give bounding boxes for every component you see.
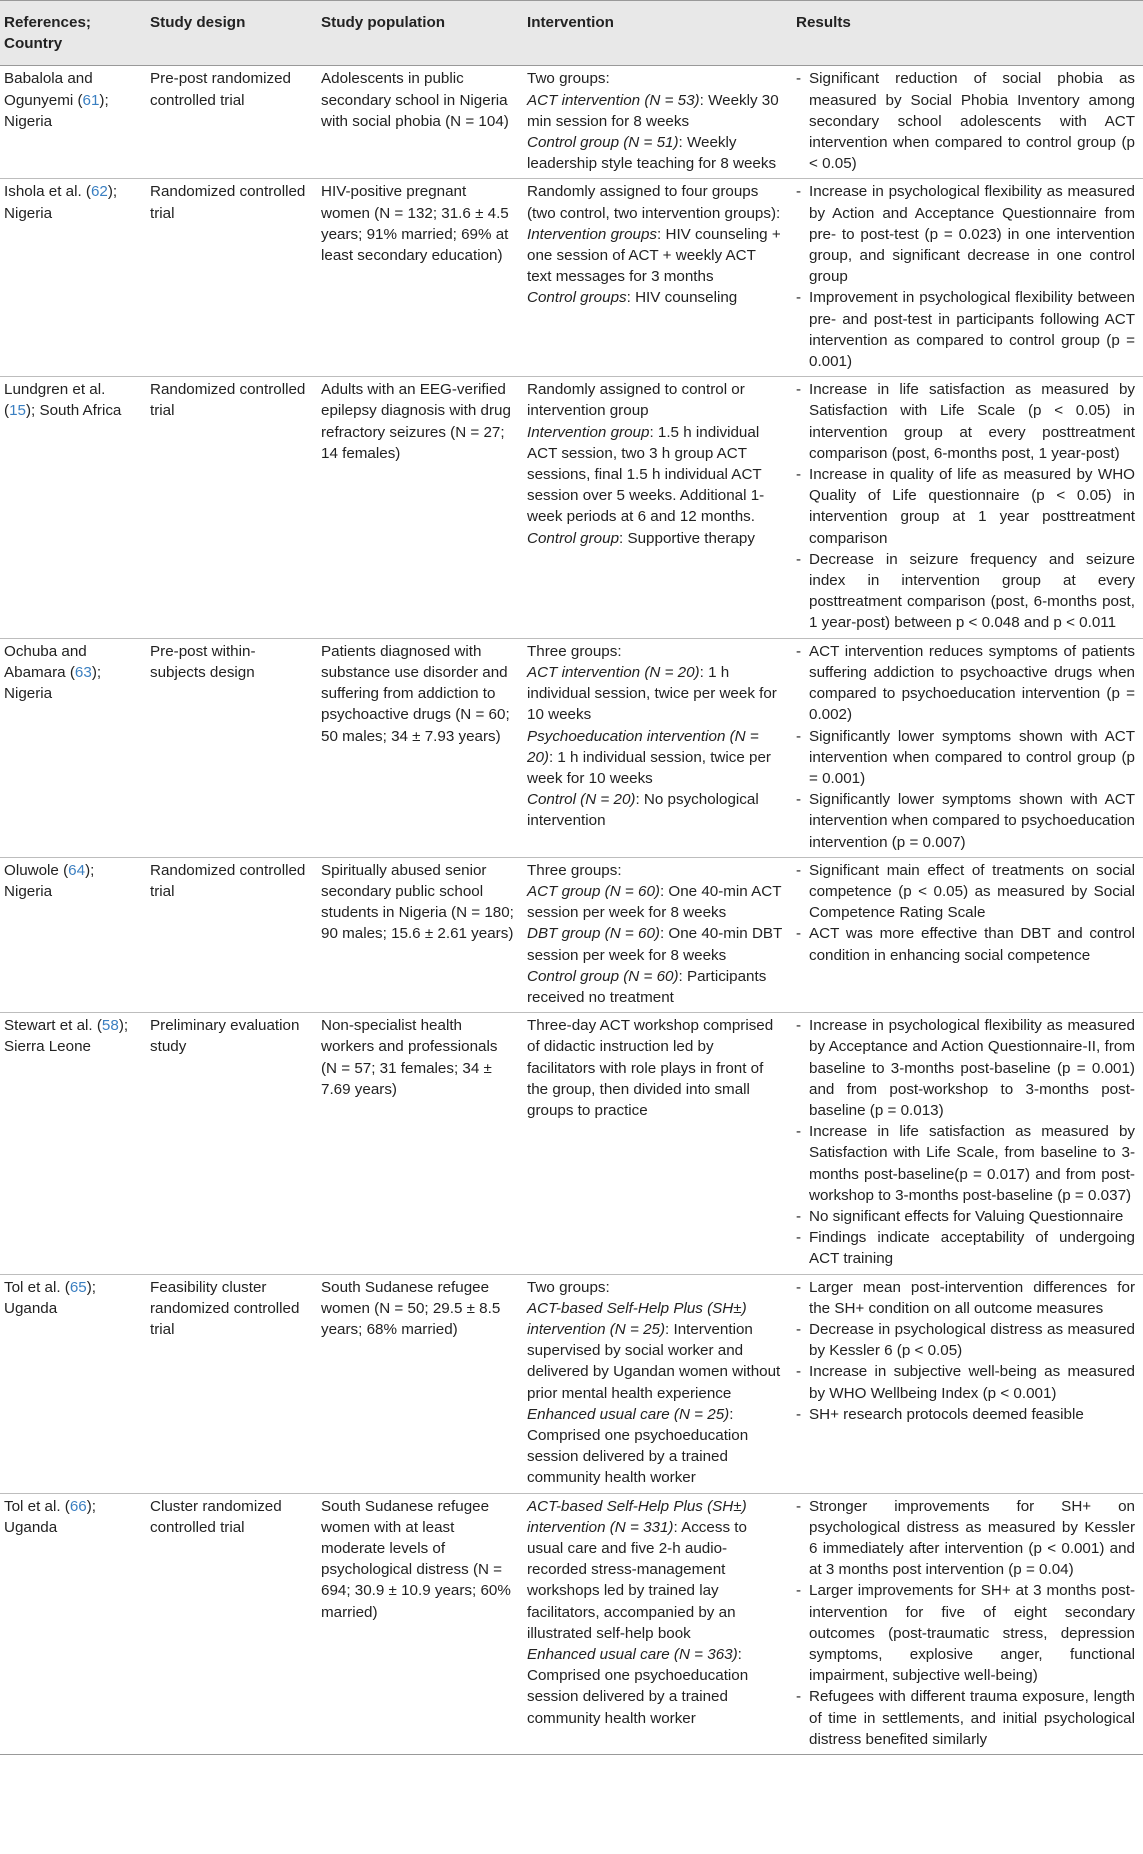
intervention-text: : No psychological intervention bbox=[527, 791, 759, 830]
reference-author: Stewart et al. ( bbox=[4, 1017, 102, 1035]
table-row bbox=[0, 66, 1143, 179]
intervention-group-label: Control (N = 20) bbox=[527, 791, 636, 809]
intervention-group-label: Psychoeducation intervention (N = 20) bbox=[527, 727, 759, 766]
intervention-line bbox=[527, 181, 784, 223]
intervention-line bbox=[527, 224, 784, 288]
intervention-text: : Weekly leadership style teaching for 8 weeks bbox=[527, 134, 777, 173]
intervention-line bbox=[527, 1496, 784, 1644]
table-row bbox=[0, 1493, 1143, 1754]
intervention-line bbox=[527, 860, 784, 881]
result-item: - Increase in quality of life as measured by WHO Quality of Life questionnaire (p < 0.05) in intervention group at 1 year posttreatment comparison bbox=[796, 464, 1135, 549]
cell-results bbox=[792, 638, 1143, 857]
intervention-text: : HIV counseling bbox=[626, 289, 738, 307]
reference-author: Tol et al. ( bbox=[4, 1278, 70, 1296]
result-item: - Refugees with different trauma exposure, length of time in settlements, and initial psychological distress benefited similarly bbox=[796, 1686, 1135, 1750]
results-list bbox=[796, 1496, 1135, 1750]
intervention-group-label: Intervention group bbox=[527, 423, 650, 441]
intervention-group-label: ACT intervention (N = 20) bbox=[527, 663, 700, 681]
intervention-text: : Intervention supervised by social worker and delivered by Ugandan women without prior mental health experience bbox=[527, 1320, 781, 1402]
intervention-text: Randomly assigned to four groups (two control, two intervention groups): bbox=[527, 183, 781, 222]
cell-intervention bbox=[523, 1493, 792, 1754]
results-list bbox=[796, 1015, 1135, 1269]
cell-study-population: South Sudanese refugee women (N = 50; 29.5 ± 8.5 years; 68% married) bbox=[317, 1274, 523, 1493]
intervention-line bbox=[527, 1298, 784, 1404]
cell-study-population: South Sudanese refugee women with at least moderate levels of psychological distress (N = 694; 30.9 ± 10.9 years; 60% married) bbox=[317, 1493, 523, 1754]
intervention-text: : Supportive therapy bbox=[619, 529, 755, 547]
intervention-group-label: Control group (N = 51) bbox=[527, 134, 679, 152]
result-item: - Larger improvements for SH+ at 3 months post-intervention for five of eight secondary outcomes (post-traumatic stress, depression symptoms, explosive anger, functional impairment, subjective well-being) bbox=[796, 1580, 1135, 1686]
intervention-line bbox=[527, 422, 784, 528]
cell-intervention bbox=[523, 1013, 792, 1274]
result-item: - Larger mean post-intervention differences for the SH+ condition on all outcome measures bbox=[796, 1277, 1135, 1319]
cell-results bbox=[792, 66, 1143, 179]
intervention-text: Three groups: bbox=[527, 861, 622, 879]
intervention-line bbox=[527, 1277, 784, 1298]
intervention-line bbox=[527, 923, 784, 965]
result-item: - Increase in life satisfaction as measured by Satisfaction with Life Scale, from baseline to 3-months post-baseline(p = 0.017) and from post-workshop to 3-months post-baseline (p = 0.037) bbox=[796, 1121, 1135, 1206]
cell-results bbox=[792, 179, 1143, 377]
intervention-text: Two groups: bbox=[527, 1278, 610, 1296]
reference-author: Babalola and Ogunyemi ( bbox=[4, 70, 93, 109]
cell-reference bbox=[0, 179, 146, 377]
reference-country: ); Nigeria bbox=[4, 861, 95, 900]
cell-study-design: Randomized controlled trial bbox=[146, 179, 317, 377]
cell-reference bbox=[0, 66, 146, 179]
result-item: - Stronger improvements for SH+ on psychological distress as measured by Kessler 6 immediately after intervention (p < 0.001) and at 3 months post intervention (p = 0.04) bbox=[796, 1496, 1135, 1581]
intervention-line bbox=[527, 379, 784, 421]
cell-results bbox=[792, 1274, 1143, 1493]
intervention-line bbox=[527, 68, 784, 89]
reference-number-link[interactable]: 63 bbox=[74, 663, 92, 681]
cell-study-design: Randomized controlled trial bbox=[146, 857, 317, 1012]
result-item: - Decrease in seizure frequency and seizure index in intervention group at every posttreatment comparison (post, 6-months post, 1 year-post) between p < 0.048 and p < 0.011 bbox=[796, 549, 1135, 634]
intervention-line bbox=[527, 881, 784, 923]
cell-intervention bbox=[523, 638, 792, 857]
intervention-text: : HIV counseling + one session of ACT + weekly ACT text messages for 3 months bbox=[527, 225, 781, 286]
results-list bbox=[796, 181, 1135, 372]
result-item: - Improvement in psychological flexibility between pre- and post-test in participants following ACT intervention as compared to control group (p = 0.001) bbox=[796, 287, 1135, 372]
cell-study-population: HIV-positive pregnant women (N = 132; 31.6 ± 4.5 years; 91% married; 69% at least secondary education) bbox=[317, 179, 523, 377]
result-item: - Decrease in psychological distress as measured by Kessler 6 (p < 0.05) bbox=[796, 1319, 1135, 1361]
intervention-group-label: Enhanced usual care (N = 363) bbox=[527, 1646, 738, 1664]
results-list bbox=[796, 1277, 1135, 1425]
header-references: References; Country bbox=[0, 1, 146, 66]
intervention-group-label: ACT group (N = 60) bbox=[527, 882, 660, 900]
intervention-line bbox=[527, 641, 784, 662]
result-item: - Increase in life satisfaction as measured by Satisfaction with Life Scale (p < 0.05) in intervention group at every posttreatment comparison (post, 6-months post, 1 year-post) bbox=[796, 379, 1135, 464]
intervention-line bbox=[527, 1015, 784, 1121]
cell-intervention bbox=[523, 377, 792, 638]
reference-author: Oluwole ( bbox=[4, 861, 69, 879]
cell-reference bbox=[0, 1013, 146, 1274]
intervention-text: : Comprised one psychoeducation session delivered by a trained community health worker bbox=[527, 1646, 749, 1727]
header-row bbox=[0, 1, 1143, 66]
cell-intervention bbox=[523, 1274, 792, 1493]
cell-study-design: Pre-post within-subjects design bbox=[146, 638, 317, 857]
intervention-text: Two groups: bbox=[527, 70, 610, 88]
result-item: - Significant reduction of social phobia as measured by Social Phobia Inventory among secondary school adolescents with ACT intervention when compared to control group (p < 0.05) bbox=[796, 68, 1135, 174]
cell-results bbox=[792, 1013, 1143, 1274]
cell-reference bbox=[0, 377, 146, 638]
result-item: - ACT was more effective than DBT and control condition in enhancing social competence bbox=[796, 923, 1135, 965]
cell-study-population: Patients diagnosed with substance use disorder and suffering from addiction to psychoactive drugs (N = 60; 50 males; 34 ± 7.93 years) bbox=[317, 638, 523, 857]
reference-number-link[interactable]: 15 bbox=[9, 402, 26, 420]
intervention-group-label: DBT group (N = 60) bbox=[527, 925, 660, 943]
intervention-text: : Weekly 30 min session for 8 weeks bbox=[527, 91, 779, 130]
intervention-group-label: Control group (N = 60) bbox=[527, 967, 679, 985]
cell-study-design: Randomized controlled trial bbox=[146, 377, 317, 638]
cell-reference bbox=[0, 857, 146, 1012]
reference-author: Lundgren et al. ( bbox=[4, 381, 106, 420]
table-row bbox=[0, 377, 1143, 638]
intervention-group-label: ACT-based Self-Help Plus (SH±) intervention (N = 331) bbox=[527, 1497, 747, 1536]
reference-author: Ishola et al. ( bbox=[4, 183, 91, 201]
intervention-line bbox=[527, 1404, 784, 1489]
intervention-text: : 1 h individual session, twice per week for 10 weeks bbox=[527, 748, 771, 787]
results-list bbox=[796, 860, 1135, 966]
intervention-text: Randomly assigned to control or intervention group bbox=[527, 381, 745, 420]
intervention-group-label: Control group bbox=[527, 529, 620, 547]
reference-country: ); Uganda bbox=[4, 1497, 97, 1536]
results-list bbox=[796, 641, 1135, 853]
intervention-text: : One 40-min DBT session per week for 8 weeks bbox=[527, 925, 783, 964]
result-item: - SH+ research protocols deemed feasible bbox=[796, 1404, 1135, 1425]
reference-number-link[interactable]: 66 bbox=[69, 1497, 87, 1515]
intervention-line bbox=[527, 1644, 784, 1729]
reference-number-link[interactable]: 65 bbox=[69, 1278, 87, 1296]
result-item: - Increase in subjective well-being as measured by WHO Wellbeing Index (p < 0.001) bbox=[796, 1361, 1135, 1403]
intervention-group-label: Enhanced usual care (N = 25) bbox=[527, 1405, 730, 1423]
reference-number-link[interactable]: 64 bbox=[68, 861, 86, 879]
intervention-text: : One 40-min ACT session per week for 8 weeks bbox=[527, 882, 782, 922]
results-list bbox=[796, 379, 1135, 633]
reference-author: Tol et al. ( bbox=[4, 1497, 70, 1515]
intervention-text: : Access to usual care and five 2-h audio-recorded stress-management workshops led by trained lay facilitators, accompanied by an illustrated self-help book bbox=[527, 1518, 747, 1642]
table-row bbox=[0, 1013, 1143, 1274]
cell-study-design: Cluster randomized controlled trial bbox=[146, 1493, 317, 1754]
result-item: - Increase in psychological flexibility as measured by Acceptance and Action Questionnaire-II, from baseline to 3-months post-baseline (p = 0.001) and from post-workshop to 3-months post-baseline (p = 0.013) bbox=[796, 1015, 1135, 1121]
header-study-population: Study population bbox=[317, 1, 523, 66]
cell-study-design: Feasibility cluster randomized controlled trial bbox=[146, 1274, 317, 1493]
table-row bbox=[0, 179, 1143, 377]
reference-country: ); Nigeria bbox=[4, 663, 102, 703]
result-item: - Increase in psychological flexibility as measured by Action and Acceptance Questionnaire from pre- to post-test (p = 0.023) in one intervention group, and significant decrease in one control group bbox=[796, 181, 1135, 287]
result-item: - Significantly lower symptoms shown with ACT intervention when compared to control group (p = 0.001) bbox=[796, 726, 1135, 790]
table-row bbox=[0, 1274, 1143, 1493]
intervention-text: : Comprised one psychoeducation session delivered by a trained community health worker bbox=[527, 1405, 749, 1487]
intervention-text: : Participants received no treatment bbox=[527, 967, 767, 1006]
intervention-group-label: Intervention groups bbox=[527, 225, 658, 243]
reference-country: ); Uganda bbox=[4, 1278, 97, 1317]
cell-study-population: Spiritually abused senior secondary public school students in Nigeria (N = 180; 90 males; 15.6 ± 2.61 years) bbox=[317, 857, 523, 1012]
reference-country: ); Nigeria bbox=[4, 183, 118, 222]
intervention-line bbox=[527, 132, 784, 174]
cell-study-population: Non-specialist health workers and professionals (N = 57; 31 females; 34 ± 7.69 years) bbox=[317, 1013, 523, 1274]
intervention-text: : 1.5 h individual ACT session, two 3 h group ACT sessions, final 1.5 h individual ACT session over 5 weeks. Additional 1-week periods at 6 and 12 months. bbox=[527, 423, 765, 526]
result-item: - Significant main effect of treatments on social competence (p < 0.05) as measured by Social Competence Rating Scale bbox=[796, 860, 1135, 924]
reference-number-link[interactable]: 62 bbox=[90, 183, 108, 201]
table-row bbox=[0, 857, 1143, 1012]
intervention-line bbox=[527, 90, 784, 132]
header-results: Results bbox=[792, 1, 1143, 66]
cell-results bbox=[792, 857, 1143, 1012]
intervention-line bbox=[527, 528, 784, 549]
cell-results bbox=[792, 1493, 1143, 1754]
intervention-line bbox=[527, 966, 784, 1008]
reference-number-link[interactable]: 61 bbox=[82, 91, 100, 109]
intervention-text: Three groups: bbox=[527, 642, 622, 660]
cell-intervention bbox=[523, 179, 792, 377]
cell-reference bbox=[0, 638, 146, 857]
header-intervention: Intervention bbox=[523, 1, 792, 66]
result-item: - No significant effects for Valuing Questionnaire bbox=[796, 1206, 1135, 1227]
cell-reference bbox=[0, 1274, 146, 1493]
table-row bbox=[0, 638, 1143, 857]
intervention-line bbox=[527, 662, 784, 726]
table-body bbox=[0, 66, 1143, 1755]
result-item: - Findings indicate acceptability of undergoing ACT training bbox=[796, 1227, 1135, 1269]
cell-results bbox=[792, 377, 1143, 638]
intervention-line bbox=[527, 726, 784, 790]
intervention-group-label: ACT-based Self-Help Plus (SH±) intervention (N = 25) bbox=[527, 1299, 747, 1338]
reference-author: Ochuba and Abamara ( bbox=[4, 642, 87, 681]
cell-study-population: Adolescents in public secondary school in Nigeria with social phobia (N = 104) bbox=[317, 66, 523, 179]
result-item: - ACT intervention reduces symptoms of patients suffering addiction to psychoactive drugs when compared to psychoeducation intervention (p = 0.002) bbox=[796, 641, 1135, 726]
cell-study-population: Adults with an EEG-verified epilepsy diagnosis with drug refractory seizures (N = 27; 14 females) bbox=[317, 377, 523, 638]
results-list bbox=[796, 68, 1135, 174]
reference-number-link[interactable]: 58 bbox=[101, 1017, 119, 1035]
intervention-group-label: Control groups bbox=[527, 289, 627, 307]
reference-country: ); Sierra Leone bbox=[4, 1017, 129, 1056]
header-study-design: Study design bbox=[146, 1, 317, 66]
cell-reference bbox=[0, 1493, 146, 1754]
cell-study-design: Pre-post randomized controlled trial bbox=[146, 66, 317, 179]
reference-country: ); Nigeria bbox=[4, 91, 109, 130]
cell-study-design: Preliminary evaluation study bbox=[146, 1013, 317, 1274]
cell-intervention bbox=[523, 857, 792, 1012]
intervention-line bbox=[527, 287, 784, 308]
intervention-line bbox=[527, 789, 784, 831]
result-item: - Significantly lower symptoms shown with ACT intervention when compared to psychoeducation intervention (p = 0.007) bbox=[796, 789, 1135, 853]
reference-country: ); South Africa bbox=[25, 402, 122, 420]
intervention-group-label: ACT intervention (N = 53) bbox=[527, 91, 700, 109]
intervention-text: Three-day ACT workshop comprised of didactic instruction led by facilitators with role plays in front of the group, then divided into small groups to practice bbox=[527, 1017, 774, 1119]
intervention-text: : 1 h individual session, twice per week for 10 weeks bbox=[527, 663, 777, 724]
cell-intervention bbox=[523, 66, 792, 179]
